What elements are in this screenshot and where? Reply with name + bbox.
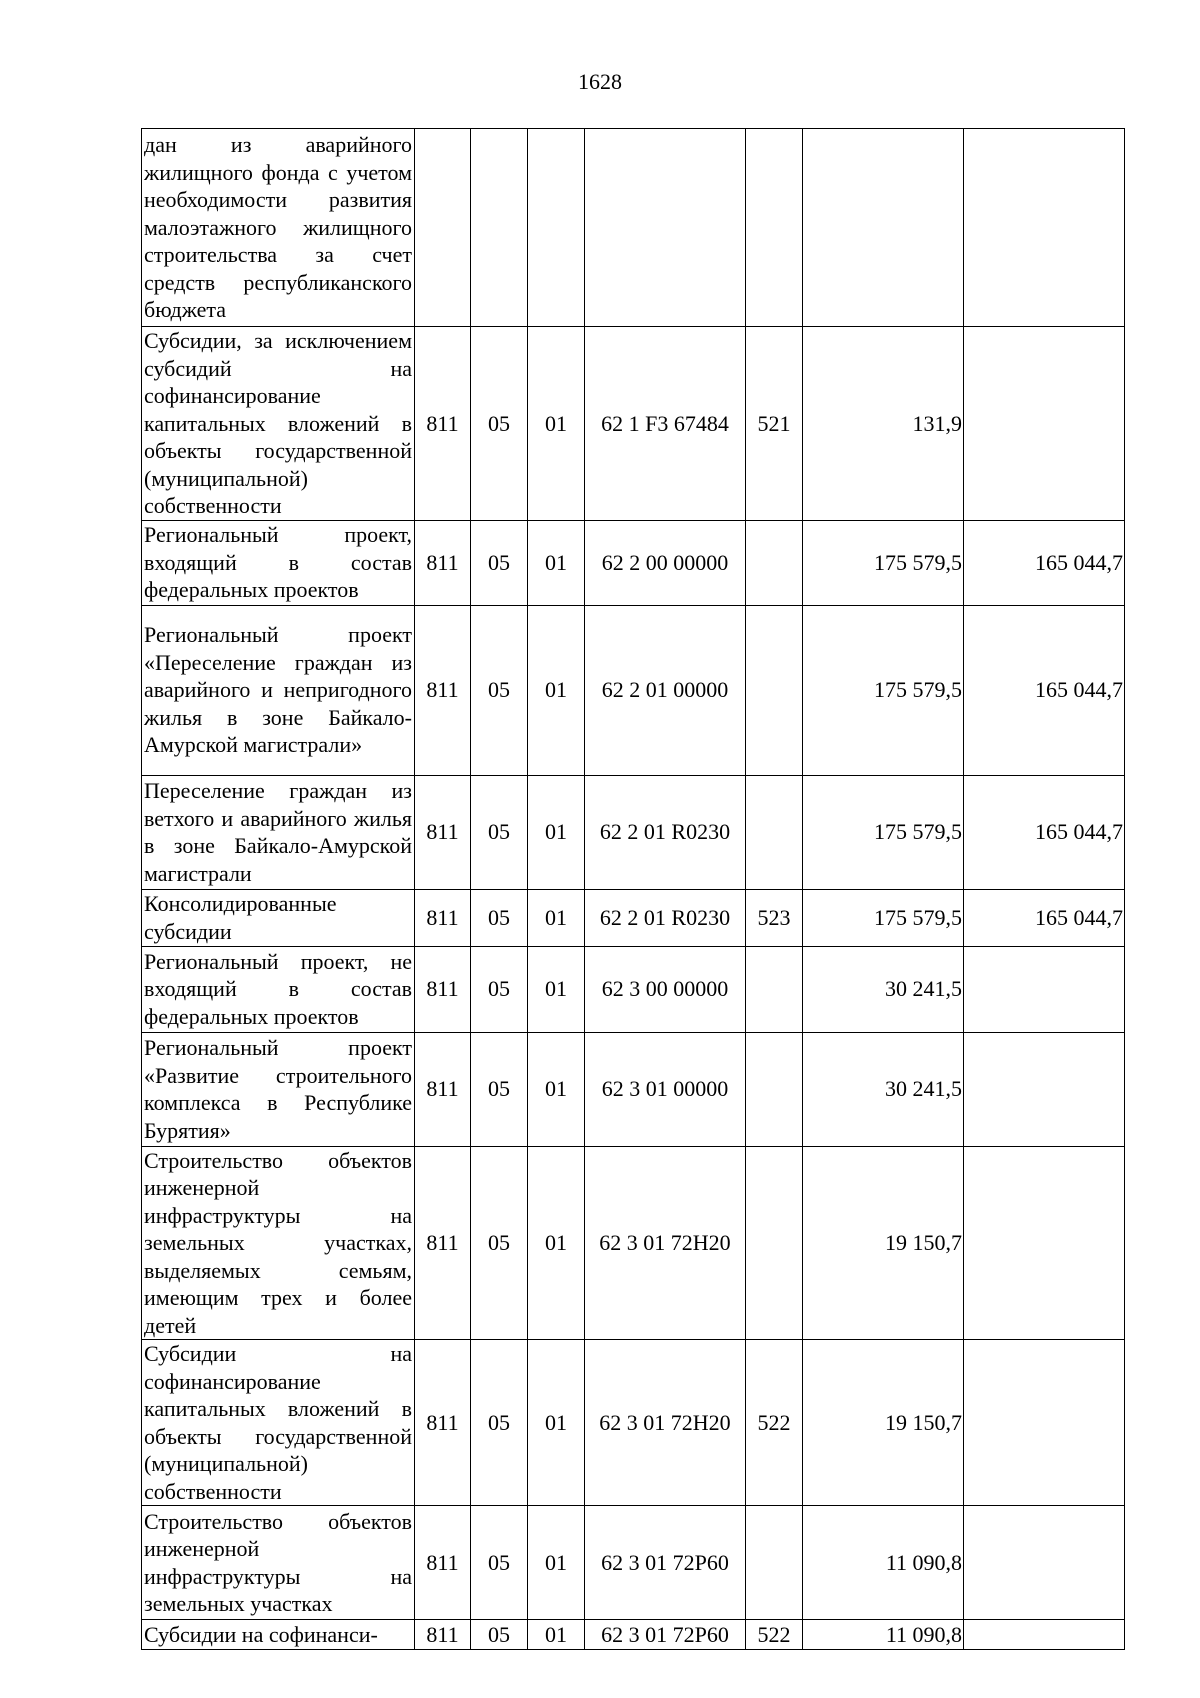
row-subsection-code: 01: [528, 1146, 585, 1340]
row-section-code: 05: [471, 1506, 528, 1620]
table-row: [142, 946, 1125, 1032]
row-amount-2: [964, 327, 1125, 521]
row-subsection-code: 01: [528, 889, 585, 946]
table-row: [142, 1032, 1125, 1146]
row-amount-1: 175 579,5: [803, 889, 964, 946]
budget-table: [141, 128, 1125, 1650]
row-subsection-code: 01: [528, 520, 585, 605]
row-grbs-code: 811: [415, 327, 471, 521]
table-row: [142, 327, 1125, 521]
row-description: Региональный проект «Развитие строительного комплекса в Республике Бурятия»: [142, 1032, 415, 1146]
row-section-code: 05: [471, 327, 528, 521]
row-expense-type-code: [746, 1032, 803, 1146]
row-section-code: 05: [471, 775, 528, 889]
row-target-article-code: 62 3 01 72Н20: [585, 1146, 746, 1340]
row-amount-1: 131,9: [803, 327, 964, 521]
row-expense-type-code: [746, 1506, 803, 1620]
row-expense-type-code: [746, 520, 803, 605]
row-expense-type-code: [746, 1146, 803, 1340]
row-description: Строительство объектов инженерной инфраструктуры на земельных участках: [142, 1506, 415, 1620]
row-section-code: 05: [471, 1620, 528, 1650]
row-amount-2: 165 044,7: [964, 775, 1125, 889]
row-subsection-code: [528, 129, 585, 327]
row-amount-2: [964, 1340, 1125, 1506]
row-amount-2: [964, 129, 1125, 327]
row-description: Консолидированные субсидии: [142, 889, 415, 946]
table-row: [142, 1340, 1125, 1506]
row-amount-2: 165 044,7: [964, 520, 1125, 605]
row-amount-2: [964, 1620, 1125, 1650]
row-amount-1: 19 150,7: [803, 1340, 964, 1506]
row-amount-2: [964, 1506, 1125, 1620]
row-amount-1: 11 090,8: [803, 1620, 964, 1650]
row-section-code: 05: [471, 1146, 528, 1340]
table-row: [142, 1620, 1125, 1650]
row-target-article-code: 62 2 01 00000: [585, 605, 746, 775]
row-subsection-code: 01: [528, 946, 585, 1032]
row-target-article-code: 62 3 01 72Р60: [585, 1506, 746, 1620]
table-row: [142, 129, 1125, 327]
row-section-code: 05: [471, 889, 528, 946]
row-grbs-code: 811: [415, 946, 471, 1032]
row-amount-1: 175 579,5: [803, 520, 964, 605]
row-expense-type-code: 522: [746, 1620, 803, 1650]
row-expense-type-code: [746, 946, 803, 1032]
row-target-article-code: [585, 129, 746, 327]
row-amount-2: [964, 1146, 1125, 1340]
row-description: Региональный проект «Переселение граждан из аварийного и непригодного жилья в зоне Байкало-Амурской магистрали»: [142, 605, 415, 775]
row-expense-type-code: [746, 605, 803, 775]
row-expense-type-code: [746, 129, 803, 327]
row-section-code: 05: [471, 520, 528, 605]
row-grbs-code: 811: [415, 1506, 471, 1620]
row-subsection-code: 01: [528, 1032, 585, 1146]
row-grbs-code: [415, 129, 471, 327]
row-grbs-code: 811: [415, 520, 471, 605]
row-target-article-code: 62 1 F3 67484: [585, 327, 746, 521]
row-amount-1: 175 579,5: [803, 605, 964, 775]
row-amount-2: [964, 1032, 1125, 1146]
row-description: Региональный проект, не входящий в состав федеральных проектов: [142, 946, 415, 1032]
table-row: [142, 1506, 1125, 1620]
row-grbs-code: 811: [415, 1032, 471, 1146]
row-amount-2: 165 044,7: [964, 605, 1125, 775]
table-row: [142, 605, 1125, 775]
row-grbs-code: 811: [415, 1146, 471, 1340]
row-grbs-code: 811: [415, 1620, 471, 1650]
row-subsection-code: 01: [528, 1340, 585, 1506]
row-target-article-code: 62 2 01 R0230: [585, 889, 746, 946]
row-subsection-code: 01: [528, 1620, 585, 1650]
row-target-article-code: 62 2 00 00000: [585, 520, 746, 605]
row-section-code: 05: [471, 1032, 528, 1146]
row-section-code: 05: [471, 946, 528, 1032]
row-description: Переселение граждан из ветхого и аварийного жилья в зоне Байкало-Амурской магистрали: [142, 775, 415, 889]
row-description: Региональный проект, входящий в состав федеральных проектов: [142, 520, 415, 605]
row-section-code: 05: [471, 605, 528, 775]
row-amount-2: [964, 946, 1125, 1032]
row-grbs-code: 811: [415, 775, 471, 889]
row-target-article-code: 62 3 00 00000: [585, 946, 746, 1032]
row-expense-type-code: [746, 775, 803, 889]
table-row: [142, 1146, 1125, 1340]
row-amount-1: [803, 129, 964, 327]
row-section-code: [471, 129, 528, 327]
row-expense-type-code: 523: [746, 889, 803, 946]
row-amount-1: 30 241,5: [803, 1032, 964, 1146]
row-subsection-code: 01: [528, 1506, 585, 1620]
row-subsection-code: 01: [528, 327, 585, 521]
row-amount-1: 19 150,7: [803, 1146, 964, 1340]
table-row: [142, 889, 1125, 946]
row-grbs-code: 811: [415, 1340, 471, 1506]
row-description: Строительство объектов инженерной инфраструктуры на земельных участках, выделяемых семьям, имеющим трех и более детей: [142, 1146, 415, 1340]
row-description: Субсидии, за исключением субсидий на софинансирование капитальных вложений в объекты государственной (муниципальной) собственности: [142, 327, 415, 521]
row-subsection-code: 01: [528, 605, 585, 775]
row-target-article-code: 62 2 01 R0230: [585, 775, 746, 889]
row-amount-1: 30 241,5: [803, 946, 964, 1032]
table-row: [142, 520, 1125, 605]
page-number: 1628: [578, 69, 622, 94]
row-target-article-code: 62 3 01 72Р60: [585, 1620, 746, 1650]
row-description: Субсидии на софинансирование капитальных вложений в объекты государственной (муниципальной) собственности: [142, 1340, 415, 1506]
row-grbs-code: 811: [415, 889, 471, 946]
row-amount-1: 11 090,8: [803, 1506, 964, 1620]
row-section-code: 05: [471, 1340, 528, 1506]
row-subsection-code: 01: [528, 775, 585, 889]
row-expense-type-code: 522: [746, 1340, 803, 1506]
row-amount-2: 165 044,7: [964, 889, 1125, 946]
row-expense-type-code: 521: [746, 327, 803, 521]
row-target-article-code: 62 3 01 00000: [585, 1032, 746, 1146]
row-description: дан из аварийного жилищного фонда с учетом необходимости развития малоэтажного жилищного строительства за счет средств республиканского бюджета: [142, 129, 415, 327]
row-amount-1: 175 579,5: [803, 775, 964, 889]
row-grbs-code: 811: [415, 605, 471, 775]
row-description: Субсидии на софинанси-: [142, 1620, 415, 1650]
table-row: [142, 775, 1125, 889]
row-target-article-code: 62 3 01 72Н20: [585, 1340, 746, 1506]
